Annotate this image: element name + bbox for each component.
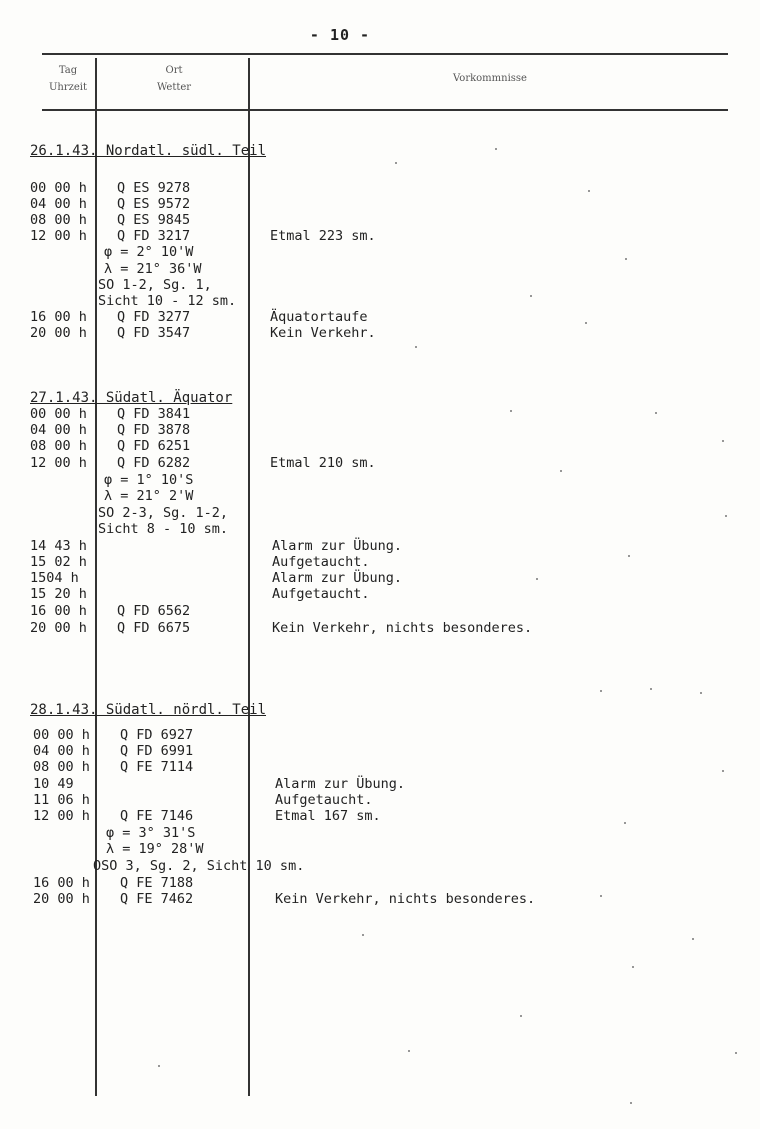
row-time: 04 00 h <box>30 422 87 438</box>
column-divider-1 <box>95 58 97 1096</box>
row-time: 10 49 <box>33 776 74 792</box>
row-time: 15 20 h <box>30 586 87 602</box>
scan-speck <box>722 440 724 442</box>
weather-line: SO 2-3, Sg. 1-2, <box>98 505 229 521</box>
header-col2-line2: Wetter <box>156 82 192 93</box>
scan-speck <box>624 822 626 824</box>
day-heading: 27.1.43. Südatl. Äquator <box>30 390 233 406</box>
scan-speck <box>510 410 512 412</box>
column-divider-2 <box>248 58 250 1096</box>
header-col-events: Vorkommnisse <box>453 73 527 84</box>
row-ort: Q FD 3878 <box>117 422 191 438</box>
scan-speck <box>630 1102 632 1104</box>
scan-speck <box>735 1052 737 1054</box>
row-ort: Q FD 3547 <box>117 325 191 341</box>
scan-speck <box>560 470 562 472</box>
scan-speck <box>632 966 634 968</box>
row-ort: Q FD 6675 <box>117 620 191 636</box>
row-event: Kein Verkehr, nichts besonderes. <box>272 620 533 636</box>
row-event: Alarm zur Übung. <box>275 776 406 792</box>
scan-speck <box>600 690 602 692</box>
scan-speck <box>520 1015 522 1017</box>
row-ort: Q FD 3217 <box>117 228 191 244</box>
row-ort: Q ES 9572 <box>117 196 191 212</box>
scan-speck <box>588 190 590 192</box>
day-heading: 28.1.43. Südatl. nördl. Teil <box>30 702 267 718</box>
page-number: - 10 - <box>309 26 371 44</box>
row-ort: Q FD 6991 <box>120 743 194 759</box>
row-event: Etmal 167 sm. <box>275 808 381 824</box>
scan-speck <box>625 258 627 260</box>
latitude-line: φ = 2° 10'W <box>104 244 194 260</box>
scan-speck <box>495 148 497 150</box>
header-col1-line1: Tag <box>58 65 78 76</box>
row-time: 00 00 h <box>30 406 87 422</box>
scan-speck <box>585 322 587 324</box>
scan-speck <box>628 555 630 557</box>
row-time: 00 00 h <box>30 180 87 196</box>
row-event: Aufgetaucht. <box>275 792 373 808</box>
row-event: Äquatortaufe <box>270 309 368 325</box>
row-time: 1504 h <box>30 570 79 586</box>
header-col-date-time <box>40 62 96 96</box>
longitude-line: λ = 19° 28'W <box>106 841 204 857</box>
row-ort: Q FE 7114 <box>120 759 194 775</box>
row-ort: Q FD 6251 <box>117 438 191 454</box>
scan-speck <box>158 1065 160 1067</box>
scan-speck <box>650 688 652 690</box>
scan-speck <box>722 770 724 772</box>
row-event: Alarm zur Übung. <box>272 570 403 586</box>
visibility-line: Sicht 10 - 12 sm. <box>98 293 237 309</box>
scan-speck <box>700 692 702 694</box>
visibility-line: Sicht 8 - 10 sm. <box>98 521 229 537</box>
row-ort: Q FE 7462 <box>120 891 194 907</box>
scan-speck <box>395 162 397 164</box>
longitude-line: λ = 21° 2'W <box>104 488 194 504</box>
row-time: 08 00 h <box>30 212 87 228</box>
scan-speck <box>530 295 532 297</box>
row-ort: Q FD 6282 <box>117 455 191 471</box>
longitude-line: λ = 21° 36'W <box>104 261 202 277</box>
scan-speck <box>408 1050 410 1052</box>
row-ort: Q FD 3841 <box>117 406 191 422</box>
row-time: 12 00 h <box>30 455 87 471</box>
row-time: 20 00 h <box>33 891 90 907</box>
row-time: 11 06 h <box>33 792 90 808</box>
row-time: 08 00 h <box>30 438 87 454</box>
row-event: Aufgetaucht. <box>272 586 370 602</box>
scan-speck <box>536 578 538 580</box>
row-event: Kein Verkehr. <box>270 325 376 341</box>
header-top-rule <box>42 53 728 55</box>
scan-speck <box>692 938 694 940</box>
row-time: 00 00 h <box>33 727 90 743</box>
row-time: 20 00 h <box>30 620 87 636</box>
row-time: 04 00 h <box>30 196 87 212</box>
weather-line: OSO 3, Sg. 2, Sicht 10 sm. <box>93 858 305 874</box>
header-col1-line2: Uhrzeit <box>48 82 88 93</box>
scan-speck <box>655 412 657 414</box>
row-time: 20 00 h <box>30 325 87 341</box>
row-time: 14 43 h <box>30 538 87 554</box>
weather-line: SO 1-2, Sg. 1, <box>98 277 212 293</box>
header-bottom-rule <box>42 109 728 111</box>
scan-speck <box>415 346 417 348</box>
row-ort: Q FD 6927 <box>120 727 194 743</box>
latitude-line: φ = 3° 31'S <box>106 825 196 841</box>
day-heading: 26.1.43. Nordatl. südl. Teil <box>30 143 267 159</box>
row-time: 16 00 h <box>30 603 87 619</box>
row-ort: Q FE 7188 <box>120 875 194 891</box>
row-time: 12 00 h <box>30 228 87 244</box>
scan-speck <box>725 515 727 517</box>
row-event: Aufgetaucht. <box>272 554 370 570</box>
row-time: 08 00 h <box>33 759 90 775</box>
scan-speck <box>600 895 602 897</box>
scan-speck <box>362 934 364 936</box>
row-ort: Q FD 6562 <box>117 603 191 619</box>
row-event: Etmal 210 sm. <box>270 455 376 471</box>
row-event: Alarm zur Übung. <box>272 538 403 554</box>
header-col-place-weather <box>100 62 248 96</box>
row-time: 04 00 h <box>33 743 90 759</box>
row-ort: Q FE 7146 <box>120 808 194 824</box>
row-ort: Q FD 3277 <box>117 309 191 325</box>
header-col2-line1: Ort <box>165 65 183 76</box>
row-time: 12 00 h <box>33 808 90 824</box>
row-ort: Q ES 9845 <box>117 212 191 228</box>
row-event: Etmal 223 sm. <box>270 228 376 244</box>
row-ort: Q ES 9278 <box>117 180 191 196</box>
row-event: Kein Verkehr, nichts besonderes. <box>275 891 536 907</box>
row-time: 15 02 h <box>30 554 87 570</box>
row-time: 16 00 h <box>33 875 90 891</box>
row-time: 16 00 h <box>30 309 87 325</box>
latitude-line: φ = 1° 10'S <box>104 472 194 488</box>
